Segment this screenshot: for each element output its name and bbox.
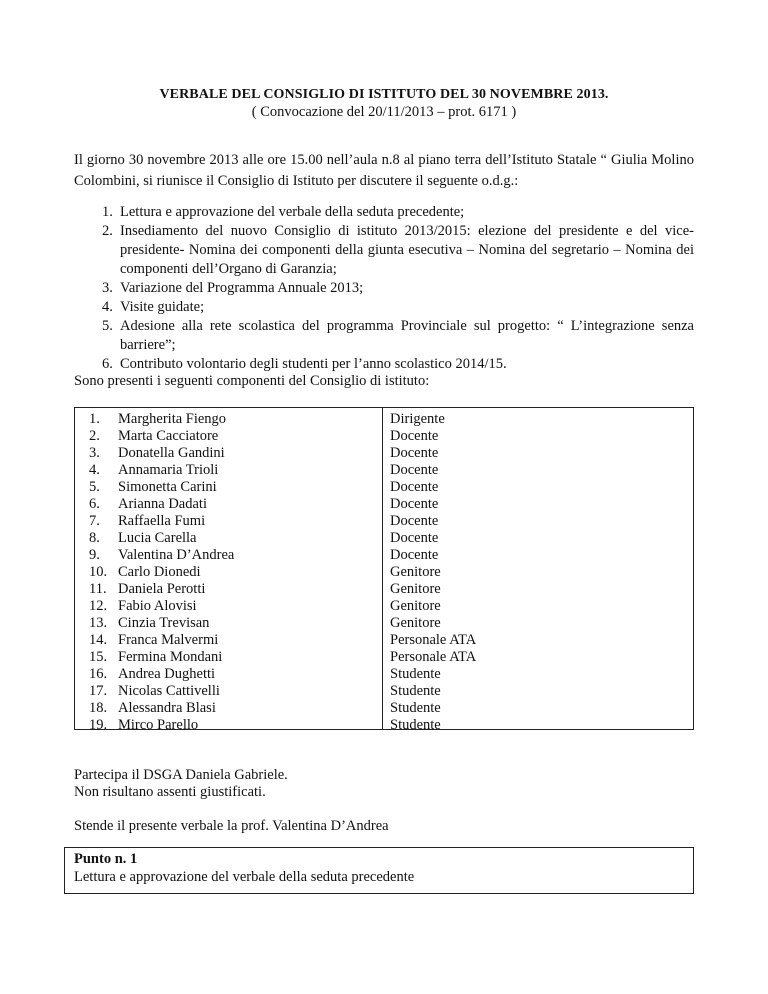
member-name: Mirco Parello [118,717,199,733]
member-row [75,717,693,734]
member-role: Docente [390,462,439,478]
member-role: Docente [390,479,439,495]
agenda-item [74,317,694,355]
agenda-item-text: Variazione del Programma Annuale 2013; [120,280,364,296]
agenda-item-text: Visite guidate; [120,299,205,315]
member-number: 6. [89,496,100,512]
agenda-item-text: Insediamento del nuovo Consiglio di istituto 2013/2015: elezione del presidente e del vice-presidente- Nomina dei componenti della giunta esecutiva – Nomina del segretario – Nomina dei componenti dell’Organo di Garanzia; [120,223,694,277]
member-number: 11. [89,581,107,597]
document-subtitle: ( Convocazione del 20/11/2013 – prot. 6171 ) [251,104,517,120]
member-role: Genitore [390,564,441,580]
member-role: Docente [390,530,439,546]
member-role: Docente [390,547,439,563]
point-1-title: Punto n. 1 [74,851,138,867]
member-number: 12. [89,598,108,614]
member-name: Fabio Alovisi [118,598,197,614]
agenda-item-number: 2. [102,223,113,239]
member-number: 10. [89,564,108,580]
point-1-box [64,847,694,894]
member-row [75,513,693,530]
intro-paragraph: Il giorno 30 novembre 2013 alle ore 15.00 nell’aula n.8 al piano terra dell’Istituto Statale “ Giulia Molino Colombini, si riunisce il Consiglio di Istituto per discutere il seguente o.d.g.: [74,152,694,189]
member-name: Franca Malvermi [118,632,219,648]
member-number: 2. [89,428,100,444]
member-role: Genitore [390,615,441,631]
member-row [75,683,693,700]
members-table [74,407,694,733]
member-role: Studente [390,666,441,682]
member-row [75,479,693,496]
agenda-item [74,355,694,374]
member-role: Genitore [390,598,441,614]
member-role: Docente [390,428,439,444]
member-name: Nicolas Cattivelli [118,683,220,699]
member-row [75,649,693,666]
member-role: Docente [390,496,439,512]
member-name: Raffaella Fumi [118,513,206,529]
member-number: 3. [89,445,100,461]
member-name: Valentina D’Andrea [118,547,235,563]
member-number: 1. [89,411,100,427]
member-role: Studente [390,717,441,733]
absent-note: Non risultano assenti giustificati. [74,784,266,800]
member-number: 5. [89,479,100,495]
member-role: Docente [390,513,439,529]
member-number: 14. [89,632,108,648]
member-number: 17. [89,683,108,699]
agenda-item-text: Lettura e approvazione del verbale della seduta precedente; [120,204,465,220]
member-number: 15. [89,649,108,665]
member-role: Genitore [390,581,441,597]
member-number: 8. [89,530,100,546]
member-name: Annamaria Trioli [118,462,219,478]
member-row [75,700,693,717]
agenda-list [74,203,694,374]
agenda-item-number: 5. [102,318,113,334]
member-row [75,428,693,445]
member-row [75,564,693,581]
member-role: Personale ATA [390,649,477,665]
agenda-item [74,222,694,279]
member-row [75,632,693,649]
member-row [75,411,693,428]
agenda-item-number: 6. [102,356,113,372]
agenda-item-text: Adesione alla rete scolastica del programma Provinciale sul progetto: “ L’integrazione senza barriere”; [120,318,694,353]
member-row [75,598,693,615]
member-number: 18. [89,700,108,716]
member-name: Simonetta Carini [118,479,217,495]
member-name: Fermina Mondani [118,649,223,665]
member-name: Lucia Carella [118,530,197,546]
member-row [75,496,693,513]
member-name: Carlo Dionedi [118,564,201,580]
member-row [75,462,693,479]
agenda-item-number: 1. [102,204,113,220]
agenda-item [74,298,694,317]
member-name: Alessandra Blasi [118,700,216,716]
dsga-note: Partecipa il DSGA Daniela Gabriele. [74,767,288,783]
member-number: 7. [89,513,100,529]
member-role: Studente [390,700,441,716]
member-name: Daniela Perotti [118,581,206,597]
member-number: 16. [89,666,108,682]
member-role: Dirigente [390,411,445,427]
agenda-item-number: 3. [102,280,113,296]
agenda-item [74,203,694,222]
document-title: VERBALE DEL CONSIGLIO DI ISTITUTO DEL 30 NOVEMBRE 2013. [159,87,609,102]
member-role: Studente [390,683,441,699]
member-row [75,547,693,564]
member-number: 9. [89,547,100,563]
member-name: Donatella Gandini [118,445,225,461]
minute-writer-note: Stende il presente verbale la prof. Valentina D’Andrea [74,818,389,834]
member-number: 19. [89,717,108,733]
member-row [75,530,693,547]
present-members-intro: Sono presenti i seguenti componenti del Consiglio di istituto: [74,373,430,389]
agenda-item [74,279,694,298]
member-number: 4. [89,462,100,478]
member-row [75,666,693,683]
member-name: Marta Cacciatore [118,428,219,444]
agenda-item-text: Contributo volontario degli studenti per l’anno scolastico 2014/15. [120,356,507,372]
member-role: Personale ATA [390,632,477,648]
member-name: Arianna Dadati [118,496,207,512]
member-name: Cinzia Trevisan [118,615,210,631]
agenda-item-number: 4. [102,299,113,315]
member-row [75,581,693,598]
member-row [75,615,693,632]
member-row [75,445,693,462]
member-name: Margherita Fiengo [118,411,227,427]
member-role: Docente [390,445,439,461]
member-name: Andrea Dughetti [118,666,216,682]
point-1-text: Lettura e approvazione del verbale della seduta precedente [74,869,415,885]
member-number: 13. [89,615,108,631]
